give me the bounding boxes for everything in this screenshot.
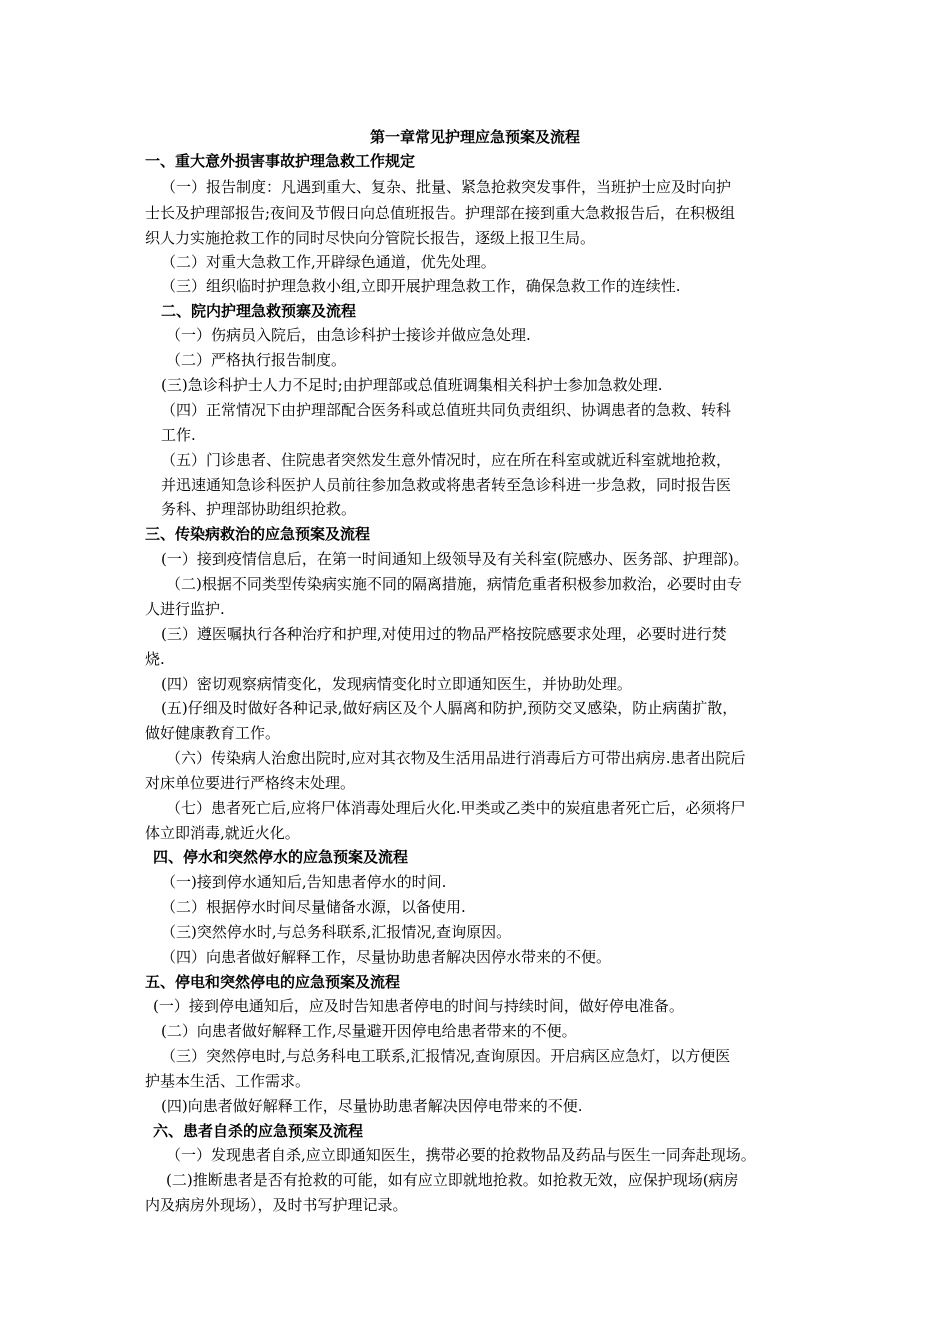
paragraph-line: 士长及护理部报告;夜间及节假日向总值班报告。护理部在接到重大急救报告后，在积极组: [145, 204, 736, 222]
document-title: 第一章常见护理应急预案及流程: [369, 128, 580, 146]
paragraph-line: 务科、护理部协助组织抢救。: [161, 500, 357, 518]
paragraph-line: （六）传染病人治愈出院时,应对其衣物及生活用品进行消毒后方可带出病房.患者出院后: [166, 749, 746, 767]
paragraph-line: (一）接到停电通知后，应及时告知患者停电的时间与持续时间，做好停电准备。: [153, 997, 684, 1015]
paragraph-line: (一）接到疫情信息后，在第一时间通知上级领导及有关科室(院感办、医务部、护理部)。: [161, 550, 749, 568]
paragraph-line: (二)推断患者是否有抢救的可能，如有应立即就地抢救。如抢救无效，应保护现场(病房: [166, 1171, 739, 1189]
section-heading-6: 六、患者自杀的应急预案及流程: [153, 1122, 364, 1140]
paragraph-line: 内及病房外现场），及时书写护理记录。: [145, 1196, 408, 1214]
paragraph-line: （七）患者死亡后,应将尸体消毒处理后火化.甲类或乙类中的炭疽患者死亡后，必须将尸: [166, 799, 746, 817]
paragraph-line: (五)仔细及时做好各种记录,做好病区及个人膈离和防护,预防交叉感染，防止病菌扩散，: [161, 699, 738, 717]
paragraph-line: （一）伤病员入院后，由急诊科护士接诊并做应急处理.: [166, 326, 531, 344]
paragraph-line: （一）发现患者自杀,应立即通知医生，携带必要的抢救物品及药品与医生一同奔赴现场。: [166, 1146, 756, 1164]
paragraph-line: (三)急诊科护士人力不足时;由护理部或总值班调集相关科护士参加急救处理.: [161, 376, 663, 394]
paragraph-line: (四)向患者做好解释工作，尽量协助患者解决因停电带来的不便.: [161, 1097, 583, 1115]
paragraph-line: 工作.: [161, 426, 196, 444]
paragraph-line: 护基本生活、工作需求。: [145, 1072, 311, 1090]
section-heading-5: 五、停电和突然停电的应急预案及流程: [145, 973, 401, 991]
paragraph-line: （二）严格执行报告制度。: [166, 351, 347, 369]
paragraph-line: 对床单位要进行严格终末处理。: [145, 774, 356, 792]
paragraph-line: （五）门诊患者、住院患者突然发生意外情况时，应在所在科室或就近科室就地抢救，: [161, 451, 732, 469]
paragraph-line: （三）突然停电时,与总务科电工联系,汇报情况,查询原因。开启病区应急灯，以方便医: [161, 1047, 731, 1065]
paragraph-line: 做好健康教育工作。: [145, 724, 281, 742]
paragraph-line: (二）向患者做好解释工作,尽量避开因停电给患者带来的不便。: [161, 1022, 577, 1040]
paragraph-line: 并迅速通知急诊科医护人员前往参加急救或将患者转至急诊科进一步急救，同时报告医: [161, 476, 732, 494]
paragraph-line: （二）根据停水时间尽量储备水源，以备使用.: [161, 898, 466, 916]
paragraph-line: 织人力实施抢救工作的同时尽快向分管院长报告，逐级上报卫生局。: [145, 229, 596, 247]
paragraph-line: （三）组织临时护理急救小组,立即开展护理急救工作，确保急救工作的连续性.: [161, 277, 681, 295]
section-heading-2: 二、院内护理急救预寨及流程: [161, 302, 357, 320]
paragraph-line: （一)接到停水通知后,告知患者停水的时间.: [161, 873, 447, 891]
paragraph-line: (四）密切观察病情变化，发现病情变化时立即通知医生，并协助处理。: [161, 675, 632, 693]
paragraph-line: 烧.: [145, 650, 165, 668]
paragraph-line: 人进行监护.: [145, 600, 225, 618]
paragraph-line: （四）向患者做好解释工作，尽量协助患者解决因停水带来的不便。: [161, 948, 612, 966]
paragraph-line: （一）报告制度：凡遇到重大、复杂、批量、紧急抢救突发事件，当班护士应及时向护: [161, 178, 732, 196]
paragraph-line: (三）遵医嘱执行各种治疗和护理,对使用过的物品严格按院感要求处理，必要时进行焚: [161, 625, 727, 643]
section-heading-4: 四、停水和突然停水的应急预案及流程: [153, 848, 409, 866]
section-heading-3: 三、传染病救治的应急预案及流程: [145, 525, 371, 543]
paragraph-line: （二)根据不同类型传染病实施不同的隔离措施，病情危重者积极参加救治，必要时由专: [166, 575, 742, 593]
paragraph-line: （四）正常情况下由护理部配合医务科或总值班共同负责组织、协调患者的急救、转科: [161, 401, 732, 419]
paragraph-line: （二）对重大急救工作,开辟绿色通道，优先处理。: [161, 253, 496, 271]
paragraph-line: 体立即消毒,就近火化。: [145, 824, 300, 842]
section-heading-1: 一、重大意外损害事故护理急救工作规定: [145, 152, 416, 170]
paragraph-line: （三)突然停水时,与总务科联系,汇报情况,查询原因。: [161, 923, 512, 941]
